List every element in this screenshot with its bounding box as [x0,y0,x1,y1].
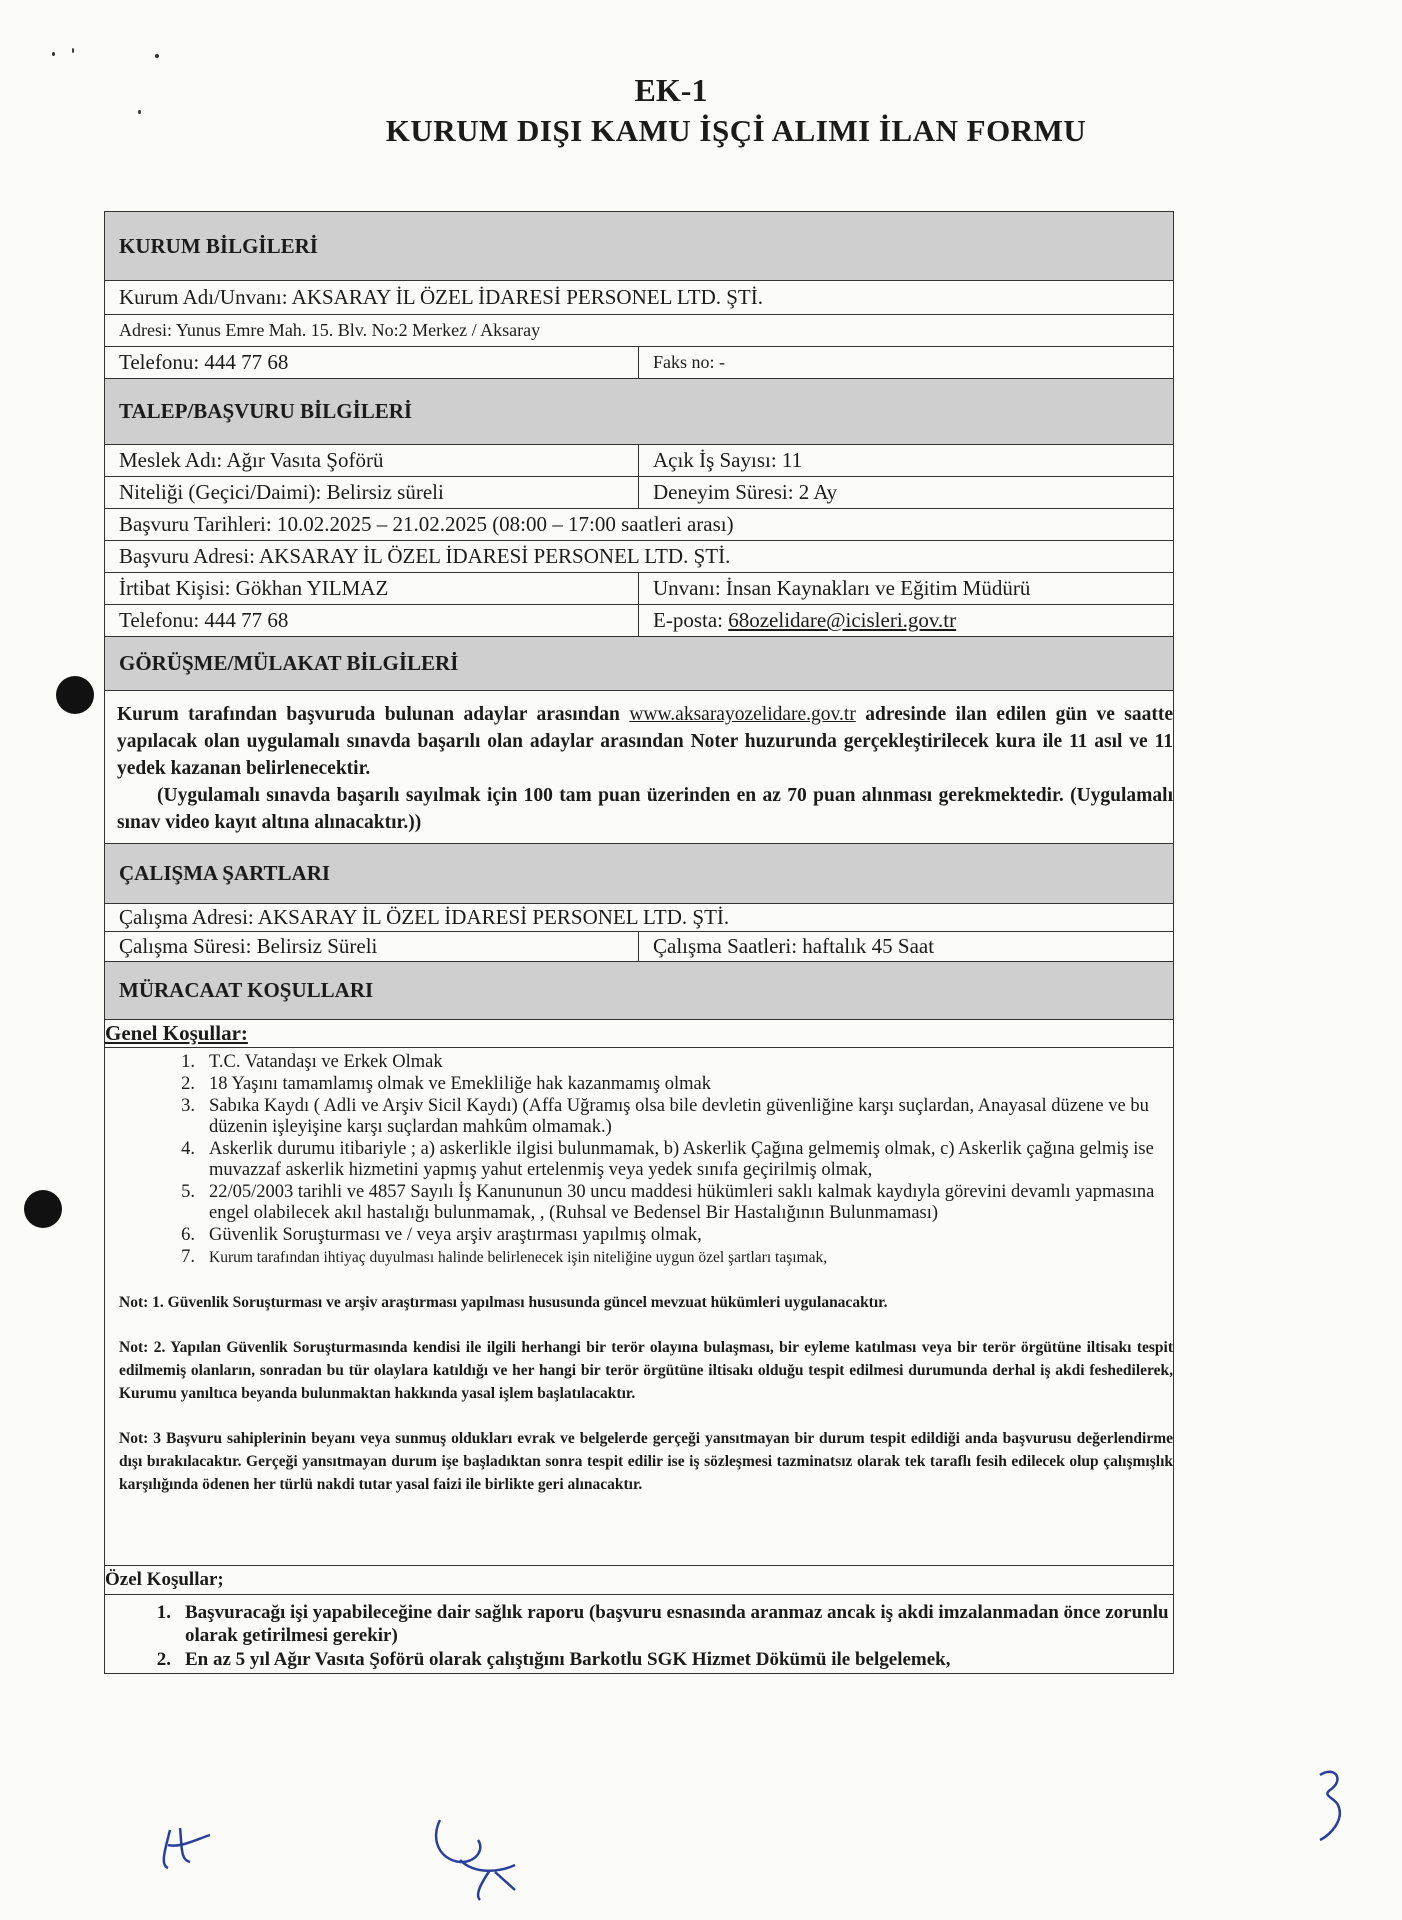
condition-number: 2. [156,1649,171,1670]
row-telefon-eposta [105,604,1173,636]
announcement-form [104,211,1174,1674]
calisma-suresi: Çalışma Süresi: Belirsiz Süreli [105,932,639,961]
eposta-label: E-posta: [653,608,723,632]
row-kurum-name [105,280,1173,314]
section-calisma-header: ÇALIŞMA ŞARTLARI [105,843,1173,903]
section-gorusme-header: GÖRÜŞME/MÜLAKAT BİLGİLERİ [105,636,1173,690]
scan-speck [52,52,55,56]
row-calisma-adresi [105,903,1173,931]
scan-speck [72,48,74,53]
row-basvuru-adresi [105,540,1173,572]
condition-number: 7. [181,1247,195,1267]
scan-speck [155,54,159,58]
basvuru-tarihleri: Başvuru Tarihleri: 10.02.2025 – 21.02.2025 (08:00 – 17:00 saatleri arası) [119,512,734,536]
gorusme-note: (Uygulamalı sınavda başarılı sayılmak için 100 tam puan üzerinden en az 70 puan alınması gerekmektedir. (Uygulamalı sınav video kayıt altına alınacaktır.)) [117,785,1173,833]
condition-item [135,1648,1173,1671]
condition-number: 1. [181,1052,195,1072]
condition-text: 18 Yaşını tamamlamış olmak ve Emekliliğe hak kazanmamış olmak [209,1074,711,1094]
genel-kosullar-title: Genel Koşullar: [105,1019,1173,1047]
condition-number: 6. [181,1225,195,1245]
note-paragraph: Not: 3 Başvuru sahiplerinin beyanı veya sunmuş oldukları evrak ve belgelerde gerçeği yansıtmayan bir durum tespit edildiği anda başvurusu değerlendirme dışı bırakılacaktır. Gerçeği yansıtmayan durum işe başladıktan sonra tespit edilir ise iş sözleşmesi tazminatsız olarak tek taraflı fesih edilecek olup çalışmışlık karşılığında ödenen her türlü nakdi tutar yasal faizi ile birlikte geri alınacaktır. [119,1430,1173,1493]
note-paragraph: Not: 2. Yapılan Güvenlik Soruşturmasında kendisi ile ilgili herhangi bir terör olayına bulaşması, bir eyleme katılması veya bir terör örgütüne iltisakı tespit edilmemiş olanların, sonradan bu tür olaylara katıldığı ve her hangi bir terör örgütüne iltisakı olduğu tespit edilmesi durumunda derhal iş akdi feshedilerek, Kurumu yanıltıca beyanda bulunmaktan hakkında yasal işlem başlatılacaktır. [119,1339,1173,1402]
condition-number: 1. [156,1602,171,1623]
handwritten-initial-right [1300,1760,1360,1850]
gorusme-text-pre: Kurum tarafından başvuruda bulunan adaylar arasından [117,704,630,725]
condition-text: Kurum tarafından ihtiyaç duyulması halinde belirlenecek işin niteliğine uygun özel şartları taşımak, [209,1249,828,1266]
nitelik: Niteliği (Geçici/Daimi): Belirsiz süreli [105,477,639,508]
meslek-adi: Meslek Adı: Ağır Vasıta Şoförü [105,445,639,476]
ozel-kosullar-title: Özel Koşullar; [105,1565,1173,1594]
condition-number: 5. [181,1182,195,1202]
condition-item [145,1182,1173,1224]
condition-item [145,1139,1173,1181]
ozel-kosullar-list [105,1594,1173,1674]
condition-item [145,1052,1173,1073]
row-nitelik [105,476,1173,508]
basvuru-adresi: Başvuru Adresi: AKSARAY İL ÖZEL İDARESİ PERSONEL LTD. ŞTİ. [119,544,731,568]
hole-punch-mark [56,676,94,714]
row-kurum-phone-fax [105,346,1173,378]
talep-telefon: Telefonu: 444 77 68 [105,605,639,636]
notes-block [119,1269,1173,1565]
irtibat-kisisi: İrtibat Kişisi: Gökhan YILMAZ [105,573,639,604]
condition-number: 3. [181,1096,195,1116]
genel-kosullar-list [105,1047,1173,1565]
row-irtibat [105,572,1173,604]
form-title: KURUM DIŞI KAMU İŞÇİ ALIMI İLAN FORMU [385,113,1087,148]
condition-item [135,1601,1173,1647]
condition-item [145,1225,1173,1246]
condition-number: 2. [181,1074,195,1094]
kurum-fax: Faks no: - [653,352,725,372]
row-calisma-sure-saat [105,931,1173,961]
section-muracaat-header: MÜRACAAT KOŞULLARI [105,961,1173,1019]
gorusme-text-post: adresinde ilan edilen gün ve saatte yapılacak olan uygulamalı sınavda başarılı olan adaylar arasından Noter huzurunda gerçekleştirilecek kura ile 11 asıl ve 11 yedek kazanan belirlenecektir. [117,704,1173,779]
ozel-kosullar-ol [135,1601,1173,1671]
genel-kosullar-ol [145,1052,1173,1268]
condition-text: Başvuracağı işi yapabileceğine dair sağlık raporu (başvuru esnasında aranmaz ancak iş akdi imzalanmadan önce zorunlu olarak getirilmesi gerekir) [185,1602,1169,1646]
handwritten-signature-center [420,1800,540,1910]
condition-item [145,1247,1173,1268]
eposta-cell [639,605,1173,636]
eposta-link[interactable]: 68ozelidare@icisleri.gov.tr [728,608,957,632]
gorusme-text [105,690,1173,843]
condition-text: 22/05/2003 tarihli ve 4857 Sayılı İş Kanununun 30 uncu maddesi hükümleri saklı kalmak kaydıyla görevini devamlı yapmasına engel olabilecek akıl hastalığı bulunmamak, , (Ruhsal ve Bedensel Bir Hastalığının Bulunmaması) [209,1182,1155,1223]
document-title-block [0,70,1402,152]
deneyim-suresi: Deneyim Süresi: 2 Ay [653,480,838,504]
website-link[interactable]: www.aksarayozelidare.gov.tr [629,704,856,725]
condition-text: Güvenlik Soruşturması ve / veya arşiv araştırması yapılmış olmak, [209,1225,702,1245]
kurum-address: Adresi: Yunus Emre Mah. 15. Blv. No:2 Merkez / Aksaray [119,320,541,340]
condition-item [145,1096,1173,1138]
annex-label: EK-1 [634,72,708,108]
condition-number: 4. [181,1139,195,1159]
condition-text: En az 5 yıl Ağır Vasıta Şoförü olarak çalıştığını Barkotlu SGK Hizmet Dökümü ile belgelemek, [185,1649,951,1670]
calisma-adresi: Çalışma Adresi: AKSARAY İL ÖZEL İDARESİ PERSONEL LTD. ŞTİ. [119,905,730,929]
acik-is-sayisi: Açık İş Sayısı: 11 [653,448,803,472]
handwritten-initials-left [150,1810,230,1880]
condition-text: T.C. Vatandaşı ve Erkek Olmak [209,1052,443,1072]
note-paragraph: Not: 1. Güvenlik Soruşturması ve arşiv araştırması yapılması hususunda güncel mevzuat hükümleri uygulanacaktır. [119,1294,888,1311]
kurum-name: Kurum Adı/Unvanı: AKSARAY İL ÖZEL İDARESİ PERSONEL LTD. ŞTİ. [119,285,764,309]
hole-punch-mark [24,1190,62,1228]
condition-text: Askerlik durumu itibariyle ; a) askerlikle ilgisi bulunmamak, b) Askerlik Çağına gelmemiş olmak, c) Askerlik çağına gelmiş ise muvazzaf askerlik hizmetini yapmış yahut ertelenmiş veya yedek sınıfa geçirilmiş olmak, [209,1139,1154,1180]
section-kurum-header: KURUM BİLGİLERİ [105,212,1173,280]
condition-text: Sabıka Kaydı ( Adli ve Arşiv Sicil Kaydı) (Affa Uğramış olsa bile devletin güvenliğine karşı suçlardan, Anayasal düzene ve bu düzenin işleyişine karşı suçlardan mahkûm olmamak.) [209,1096,1149,1137]
calisma-saatleri: Çalışma Saatleri: haftalık 45 Saat [653,934,935,958]
kurum-phone: Telefonu: 444 77 68 [105,347,639,378]
section-talep-header: TALEP/BAŞVURU BİLGİLERİ [105,378,1173,444]
condition-item [145,1074,1173,1095]
row-meslek [105,444,1173,476]
row-basvuru-tarihleri [105,508,1173,540]
irtibat-unvan: Unvanı: İnsan Kaynakları ve Eğitim Müdürü [653,576,1031,600]
row-kurum-address [105,314,1173,346]
